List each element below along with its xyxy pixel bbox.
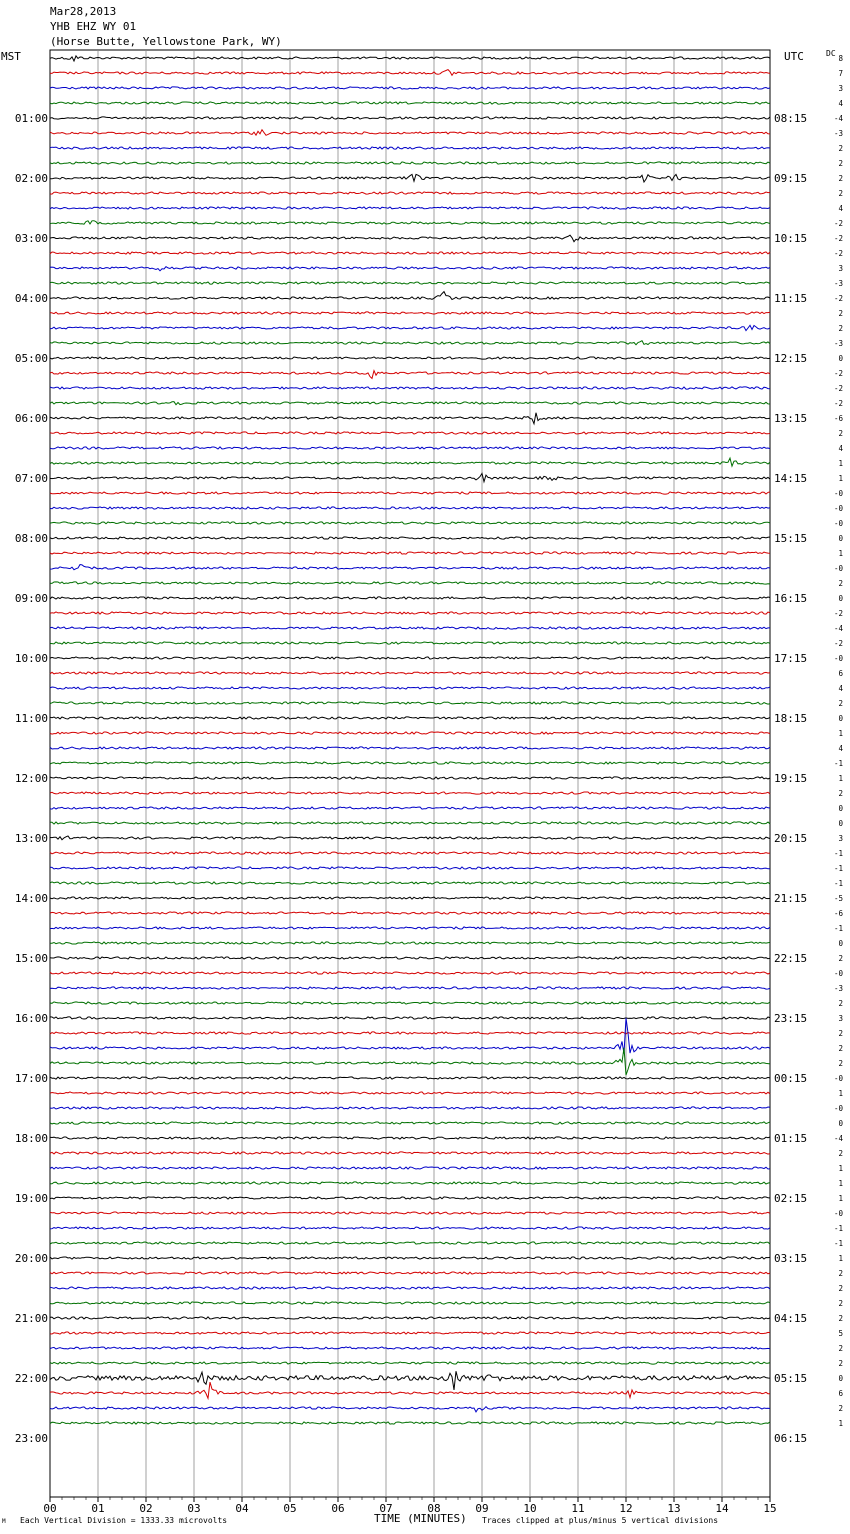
- trace-line: [50, 1122, 770, 1124]
- x-tick-label: 14: [715, 1502, 729, 1515]
- trace-line: [50, 792, 770, 794]
- mst-hour-label: 10:00: [14, 652, 48, 665]
- utc-hour-label: 12:15: [774, 352, 808, 365]
- trace-line: [50, 1407, 770, 1412]
- dc-offset-label: 2: [838, 1344, 843, 1353]
- trace-line: [50, 702, 770, 704]
- trace-line: [50, 413, 770, 424]
- dc-offset-label: 6: [838, 1389, 843, 1398]
- dc-offset-label: 1: [838, 1254, 843, 1263]
- dc-offset-label: 2: [838, 1404, 843, 1413]
- dc-offset-label: -1: [833, 1224, 843, 1233]
- x-tick-label: 02: [139, 1502, 153, 1515]
- trace-line: [50, 1302, 770, 1304]
- trace-line: [50, 357, 770, 359]
- trace-line: [50, 147, 770, 149]
- trace-line: [50, 1242, 770, 1244]
- dc-offset-label: -3: [833, 129, 843, 138]
- trace-line: [50, 1422, 770, 1424]
- dc-offset-label: 1: [838, 459, 843, 468]
- dc-offset-label: -2: [833, 609, 843, 618]
- dc-offset-label: 8: [838, 54, 843, 63]
- dc-offset-label: 4: [838, 99, 843, 108]
- trace-line: [50, 192, 770, 194]
- utc-hour-label: 18:15: [774, 712, 808, 725]
- mst-hour-label: 04:00: [14, 292, 48, 305]
- trace-line: [50, 852, 770, 854]
- mst-hour-label: 06:00: [14, 412, 48, 425]
- scale-note: Each Vertical Division = 1333.33 microvolts: [20, 1516, 228, 1525]
- trace-line: [50, 1197, 770, 1199]
- trace-line: [50, 432, 770, 434]
- trace-line: [50, 292, 770, 300]
- x-tick-label: 08: [427, 1502, 441, 1515]
- x-tick-label: 07: [379, 1502, 393, 1515]
- dc-offset-label: 2: [838, 189, 843, 198]
- trace-line: [50, 642, 770, 644]
- trace-line: [50, 867, 770, 869]
- dc-offset-label: 2: [838, 429, 843, 438]
- dc-offset-label: -3: [833, 984, 843, 993]
- utc-hour-label: 09:15: [774, 172, 808, 185]
- trace-line: [50, 1317, 770, 1319]
- trace-line: [50, 1371, 770, 1390]
- mst-hour-label: 02:00: [14, 172, 48, 185]
- utc-hour-label: 01:15: [774, 1132, 808, 1145]
- trace-line: [50, 987, 770, 989]
- dc-offset-label: 2: [838, 1299, 843, 1308]
- trace-line: [50, 1002, 770, 1004]
- dc-offset-label: 6: [838, 669, 843, 678]
- dc-offset-label: -1: [833, 759, 843, 768]
- dc-offset-label: -3: [833, 339, 843, 348]
- dc-offset-label: -2: [833, 249, 843, 258]
- dc-offset-label: 2: [838, 1284, 843, 1293]
- trace-line: [50, 1092, 770, 1094]
- trace-line: [50, 597, 770, 599]
- trace-line: [50, 87, 770, 89]
- dc-offset-label: -0: [833, 489, 843, 498]
- x-tick-label: 13: [667, 1502, 681, 1515]
- trace-line: [50, 672, 770, 674]
- dc-offset-label: 2: [838, 1359, 843, 1368]
- mst-hour-label: 19:00: [14, 1192, 48, 1205]
- utc-hour-label: 04:15: [774, 1312, 808, 1325]
- trace-line: [50, 747, 770, 749]
- utc-hour-label: 03:15: [774, 1252, 808, 1265]
- mst-hour-label: 17:00: [14, 1072, 48, 1085]
- dc-offset-label: 1: [838, 1164, 843, 1173]
- utc-hour-label: 08:15: [774, 112, 808, 125]
- trace-line: [50, 1152, 770, 1154]
- trace-line: [50, 1382, 770, 1398]
- mst-hour-label: 12:00: [14, 772, 48, 785]
- dc-offset-label: 2: [838, 1059, 843, 1068]
- trace-line: [50, 777, 770, 779]
- trace-line: [50, 1137, 770, 1139]
- dc-offset-label: -0: [833, 1104, 843, 1113]
- dc-offset-label: 1: [838, 474, 843, 483]
- dc-offset-label: -1: [833, 1239, 843, 1248]
- trace-line: [50, 492, 770, 494]
- trace-line: [50, 1362, 770, 1364]
- dc-offset-label: 1: [838, 1419, 843, 1428]
- trace-line: [50, 762, 770, 764]
- trace-line: [50, 836, 770, 840]
- trace-line: [50, 1272, 770, 1274]
- x-tick-label: 00: [43, 1502, 57, 1515]
- dc-offset-label: 2: [838, 954, 843, 963]
- dc-offset-label: 4: [838, 204, 843, 213]
- dc-offset-label: 7: [838, 69, 843, 78]
- dc-offset-label: 0: [838, 534, 843, 543]
- dc-offset-label: -2: [833, 294, 843, 303]
- mst-hour-label: 14:00: [14, 892, 48, 905]
- dc-offset-label: 2: [838, 1044, 843, 1053]
- dc-offset-label: 2: [838, 159, 843, 168]
- mst-hour-label: 20:00: [14, 1252, 48, 1265]
- trace-line: [50, 387, 770, 389]
- x-tick-label: 05: [283, 1502, 297, 1515]
- dc-offset-label: -4: [833, 114, 843, 123]
- dc-offset-label: 1: [838, 1179, 843, 1188]
- trace-line: [50, 221, 770, 225]
- trace-line: [50, 174, 770, 182]
- x-tick-label: 11: [571, 1502, 585, 1515]
- dc-offset-label: -2: [833, 369, 843, 378]
- trace-line: [50, 1077, 770, 1079]
- dc-offset-label: -2: [833, 639, 843, 648]
- x-tick-label: 01: [91, 1502, 105, 1515]
- dc-offset-label: 2: [838, 1149, 843, 1158]
- x-tick-label: 03: [187, 1502, 201, 1515]
- dc-offset-label: 0: [838, 1119, 843, 1128]
- dc-offset-label: -1: [833, 879, 843, 888]
- dc-offset-label: 1: [838, 1089, 843, 1098]
- utc-hour-label: 14:15: [774, 472, 808, 485]
- dc-offset-label: 2: [838, 324, 843, 333]
- trace-line: [50, 1107, 770, 1109]
- plot-date: Mar28,2013: [50, 5, 117, 18]
- trace-line: [50, 282, 770, 284]
- dc-offset-label: 0: [838, 714, 843, 723]
- trace-line: [50, 807, 770, 809]
- trace-line: [50, 627, 770, 629]
- dc-offset-label: 2: [838, 1314, 843, 1323]
- mst-hour-label: 13:00: [14, 832, 48, 845]
- utc-hour-label: 20:15: [774, 832, 808, 845]
- trace-line: [50, 882, 770, 884]
- trace-line: [50, 1048, 770, 1075]
- mst-hour-label: 16:00: [14, 1012, 48, 1025]
- trace-line: [50, 717, 770, 719]
- trace-line: [50, 447, 770, 449]
- utc-hour-label: 05:15: [774, 1372, 808, 1385]
- dc-offset-label: -4: [833, 624, 843, 633]
- utc-hour-label: 22:15: [774, 952, 808, 965]
- trace-line: [50, 252, 770, 254]
- dc-offset-label: -1: [833, 924, 843, 933]
- station-location: (Horse Butte, Yellowstone Park, WY): [50, 35, 282, 48]
- utc-hour-label: 00:15: [774, 1072, 808, 1085]
- dc-offset-label: -6: [833, 414, 843, 423]
- corner-mark: M: [2, 1518, 6, 1525]
- trace-line: [50, 1212, 770, 1214]
- mst-hour-label: 07:00: [14, 472, 48, 485]
- utc-hour-label: 19:15: [774, 772, 808, 785]
- trace-line: [50, 130, 770, 136]
- mst-hour-label: 18:00: [14, 1132, 48, 1145]
- trace-line: [50, 522, 770, 524]
- dc-offset-label: -0: [833, 519, 843, 528]
- dc-offset-label: 0: [838, 804, 843, 813]
- dc-offset-label: 2: [838, 579, 843, 588]
- trace-line: [50, 1287, 770, 1289]
- trace-line: [50, 897, 770, 899]
- mst-hour-label: 09:00: [14, 592, 48, 605]
- trace-line: [50, 1032, 770, 1034]
- trace-line: [50, 927, 770, 929]
- mst-hour-label: 08:00: [14, 532, 48, 545]
- trace-line: [50, 325, 770, 330]
- dc-offset-label: -6: [833, 909, 843, 918]
- trace-line: [50, 657, 770, 659]
- trace-line: [50, 912, 770, 914]
- trace-line: [50, 582, 770, 584]
- utc-hour-label: 02:15: [774, 1192, 808, 1205]
- x-tick-label: 15: [763, 1502, 777, 1515]
- dc-offset-label: 0: [838, 819, 843, 828]
- dc-offset-label: 1: [838, 1194, 843, 1203]
- dc-offset-label: -4: [833, 1134, 843, 1143]
- trace-line: [50, 102, 770, 104]
- dc-offset-label: 2: [838, 1269, 843, 1278]
- clip-note: Traces clipped at plus/minus 5 vertical divisions: [482, 1516, 719, 1525]
- trace-line: [50, 312, 770, 314]
- trace-line: [50, 552, 770, 554]
- dc-offset-label: -0: [833, 1074, 843, 1083]
- trace-line: [50, 822, 770, 824]
- x-tick-label: 04: [235, 1502, 249, 1515]
- trace-line: [50, 507, 770, 509]
- utc-hour-label: 21:15: [774, 892, 808, 905]
- dc-offset-label: -0: [833, 969, 843, 978]
- x-tick-label: 10: [523, 1502, 537, 1515]
- mst-hour-label: 05:00: [14, 352, 48, 365]
- trace-line: [50, 267, 770, 271]
- trace-line: [50, 972, 770, 974]
- trace-line: [50, 1017, 770, 1019]
- trace-line: [50, 942, 770, 944]
- dc-offset-label: 3: [838, 84, 843, 93]
- dc-offset-label: 2: [838, 999, 843, 1008]
- trace-line: [50, 341, 770, 345]
- dc-offset-label: 3: [838, 1014, 843, 1023]
- dc-offset-label: -2: [833, 399, 843, 408]
- mst-hour-label: 03:00: [14, 232, 48, 245]
- mst-hour-label: 21:00: [14, 1312, 48, 1325]
- utc-label: UTC: [784, 50, 804, 63]
- mst-hour-label: 01:00: [14, 112, 48, 125]
- trace-line: [50, 732, 770, 734]
- dc-offset-label: 1: [838, 774, 843, 783]
- dc-offset-label: -1: [833, 849, 843, 858]
- utc-hour-label: 17:15: [774, 652, 808, 665]
- utc-hour-label: 13:15: [774, 412, 808, 425]
- mst-hour-label: 15:00: [14, 952, 48, 965]
- dc-offset-label: -3: [833, 279, 843, 288]
- trace-line: [50, 162, 770, 164]
- trace-line: [50, 117, 770, 119]
- trace-line: [50, 687, 770, 689]
- mst-hour-label: 23:00: [14, 1432, 48, 1445]
- dc-offset-label: 1: [838, 729, 843, 738]
- utc-hour-label: 23:15: [774, 1012, 808, 1025]
- dc-label: DC: [826, 49, 836, 58]
- trace-line: [50, 1227, 770, 1229]
- trace-line: [50, 458, 770, 466]
- dc-offset-label: -0: [833, 1209, 843, 1218]
- dc-offset-label: 0: [838, 594, 843, 603]
- dc-offset-label: 3: [838, 834, 843, 843]
- dc-offset-label: -0: [833, 504, 843, 513]
- trace-line: [50, 402, 770, 405]
- utc-hour-label: 16:15: [774, 592, 808, 605]
- utc-hour-label: 15:15: [774, 532, 808, 545]
- mst-label: MST: [1, 50, 21, 63]
- trace-line: [50, 1257, 770, 1259]
- dc-offset-label: -2: [833, 219, 843, 228]
- dc-offset-label: -2: [833, 234, 843, 243]
- dc-offset-label: 0: [838, 1374, 843, 1383]
- dc-offset-label: 0: [838, 354, 843, 363]
- dc-offset-label: 2: [838, 309, 843, 318]
- trace-line: [50, 235, 770, 242]
- station-code: YHB EHZ WY 01: [50, 20, 137, 33]
- trace-line: [50, 565, 770, 570]
- trace-line: [50, 70, 770, 76]
- x-tick-label: 06: [331, 1502, 345, 1515]
- trace-line: [50, 537, 770, 539]
- x-axis-title: TIME (MINUTES): [374, 1512, 467, 1525]
- dc-offset-label: 3: [838, 264, 843, 273]
- dc-offset-label: 0: [838, 939, 843, 948]
- dc-offset-label: -0: [833, 564, 843, 573]
- trace-line: [50, 612, 770, 614]
- dc-offset-label: 5: [838, 1329, 843, 1338]
- dc-offset-label: 1: [838, 549, 843, 558]
- trace-line: [50, 957, 770, 959]
- dc-offset-label: -1: [833, 864, 843, 873]
- dc-offset-label: -0: [833, 654, 843, 663]
- x-tick-label: 12: [619, 1502, 633, 1515]
- trace-line: [50, 473, 770, 481]
- trace-line: [50, 56, 770, 61]
- utc-hour-label: 11:15: [774, 292, 808, 305]
- dc-offset-label: 4: [838, 744, 843, 753]
- dc-offset-label: -2: [833, 384, 843, 393]
- utc-hour-label: 06:15: [774, 1432, 808, 1445]
- dc-offset-label: 2: [838, 1029, 843, 1038]
- trace-line: [50, 1347, 770, 1349]
- x-tick-label: 09: [475, 1502, 489, 1515]
- dc-offset-label: 4: [838, 684, 843, 693]
- dc-offset-label: -5: [833, 894, 843, 903]
- dc-offset-label: 2: [838, 144, 843, 153]
- trace-line: [50, 207, 770, 209]
- trace-line: [50, 1167, 770, 1169]
- trace-line: [50, 1182, 770, 1184]
- dc-offset-label: 2: [838, 699, 843, 708]
- dc-offset-label: 2: [838, 174, 843, 183]
- dc-offset-label: 4: [838, 444, 843, 453]
- mst-hour-label: 22:00: [14, 1372, 48, 1385]
- mst-hour-label: 11:00: [14, 712, 48, 725]
- trace-line: [50, 1332, 770, 1334]
- trace-line: [50, 1018, 770, 1054]
- dc-offset-label: 2: [838, 789, 843, 798]
- utc-hour-label: 10:15: [774, 232, 808, 245]
- trace-line: [50, 371, 770, 379]
